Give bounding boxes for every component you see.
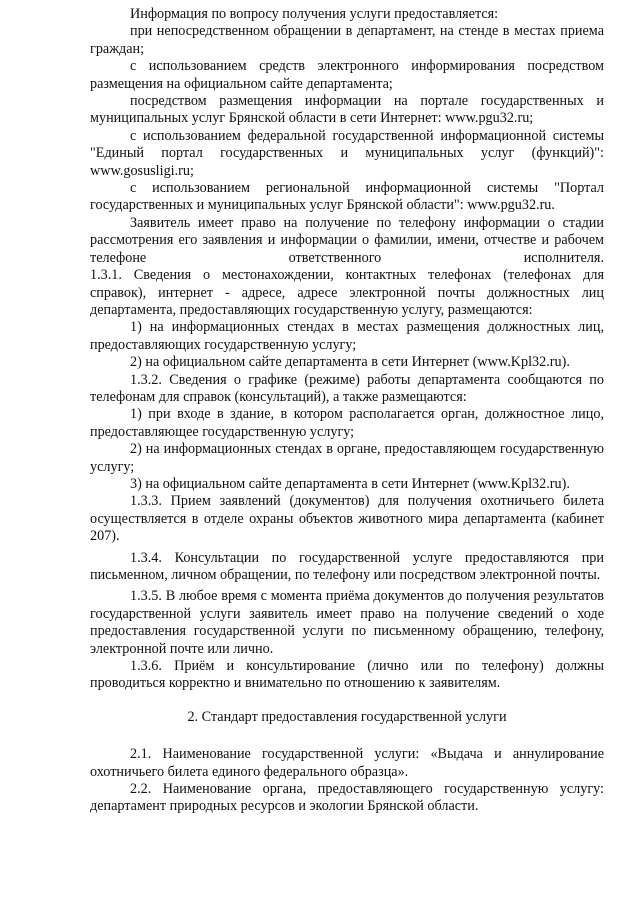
paragraph-2-2: 2.2. Наименование органа, предоставляющего государственную услугу: департамент природных ресурсов и экологии Брянской области. bbox=[90, 781, 604, 815]
paragraph-1-3-3: 1.3.3. Прием заявлений (документов) для получения охотничьего билета осуществляется в отделе охраны объектов животного мира департамента (кабинет 207). bbox=[90, 493, 604, 545]
paragraph-info-stands-organ: 2) на информационных стендах в органе, предоставляющем государственную услугу; bbox=[90, 441, 604, 475]
paragraph-regional-portal: с использованием региональной информационной системы "Портал государственных и муниципальных услуг Брянской области": www.pgu32.ru. bbox=[90, 180, 604, 214]
paragraph-electronic-informing: с использованием средств электронного информирования посредством размещения на официальном сайте департамента; bbox=[90, 58, 604, 92]
paragraph-direct-appeal: при непосредственном обращении в департамент, на стенде в местах приема граждан; bbox=[90, 23, 604, 57]
paragraph-1-3-4: 1.3.4. Консультации по государственной услуге предоставляются при письменном, личном обращении, по телефону или посредством электронной почты. bbox=[90, 549, 604, 583]
document-page bbox=[90, 6, 604, 816]
paragraph-official-site-1: 2) на официальном сайте департамента в сети Интернет (www.Kpl32.ru). bbox=[130, 354, 570, 371]
paragraph-2-1: 2.1. Наименование государственной услуги: «Выдача и аннулирование охотничьего билета единого федерального образца». bbox=[90, 746, 604, 780]
paragraph-federal-portal: с использованием федеральной государственной информационной системы "Единый портал государственных и муниципальных услуг (функций)": www.gosusligi.ru; bbox=[90, 127, 604, 179]
paragraph-1-3-5: 1.3.5. В любое время с момента приёма документов до получения результатов государственной услуги заявитель имеет право на получение сведений о ходе предоставления государственной услуги по письменному обращению, телефону, электронной почте или лично. bbox=[90, 588, 604, 657]
paragraph-official-site-2: 3) на официальном сайте департамента в сети Интернет (www.Kpl32.ru). bbox=[130, 475, 570, 492]
section-heading: 2. Стандарт предоставления государственной услуги bbox=[187, 708, 507, 725]
paragraph-info-provided: Информация по вопросу получения услуги предоставляется: bbox=[130, 6, 499, 22]
paragraph-building-entrance: 1) при входе в здание, в котором располагается орган, должностное лицо, предоставляющее государственную услугу; bbox=[90, 406, 604, 440]
paragraph-portal-bryansk: посредством размещения информации на портале государственных и муниципальных услуг Брянской области в сети Интернет: www.pgu32.ru; bbox=[90, 93, 604, 127]
paragraph-stands: 1) на информационных стендах в местах размещения должностных лиц, предоставляющих государственную услугу; bbox=[90, 319, 604, 353]
paragraph-1-3-2: 1.3.2. Сведения о графике (режиме) работы департамента сообщаются по телефонам для справок (консультаций), а также размещаются: bbox=[90, 371, 604, 405]
paragraph-1-3-6: 1.3.6. Приём и консультирование (лично или по телефону) должны проводиться корректно и внимательно по отношению к заявителям. bbox=[90, 658, 604, 692]
paragraph-1-3-1: 1.3.1. Сведения о местонахождении, контактных телефонах (телефонах для справок), интернет - адресе, адресе электронной почты должностных лиц департамента, предоставляющих государственную услугу, размещаются: bbox=[90, 267, 604, 318]
paragraph-applicant-right: Заявитель имеет право на получение по телефону информации о стадии рассмотрения его заявления и информации о фамилии, имени, отчестве и рабочем телефоне ответственного исполнителя. bbox=[90, 214, 604, 266]
